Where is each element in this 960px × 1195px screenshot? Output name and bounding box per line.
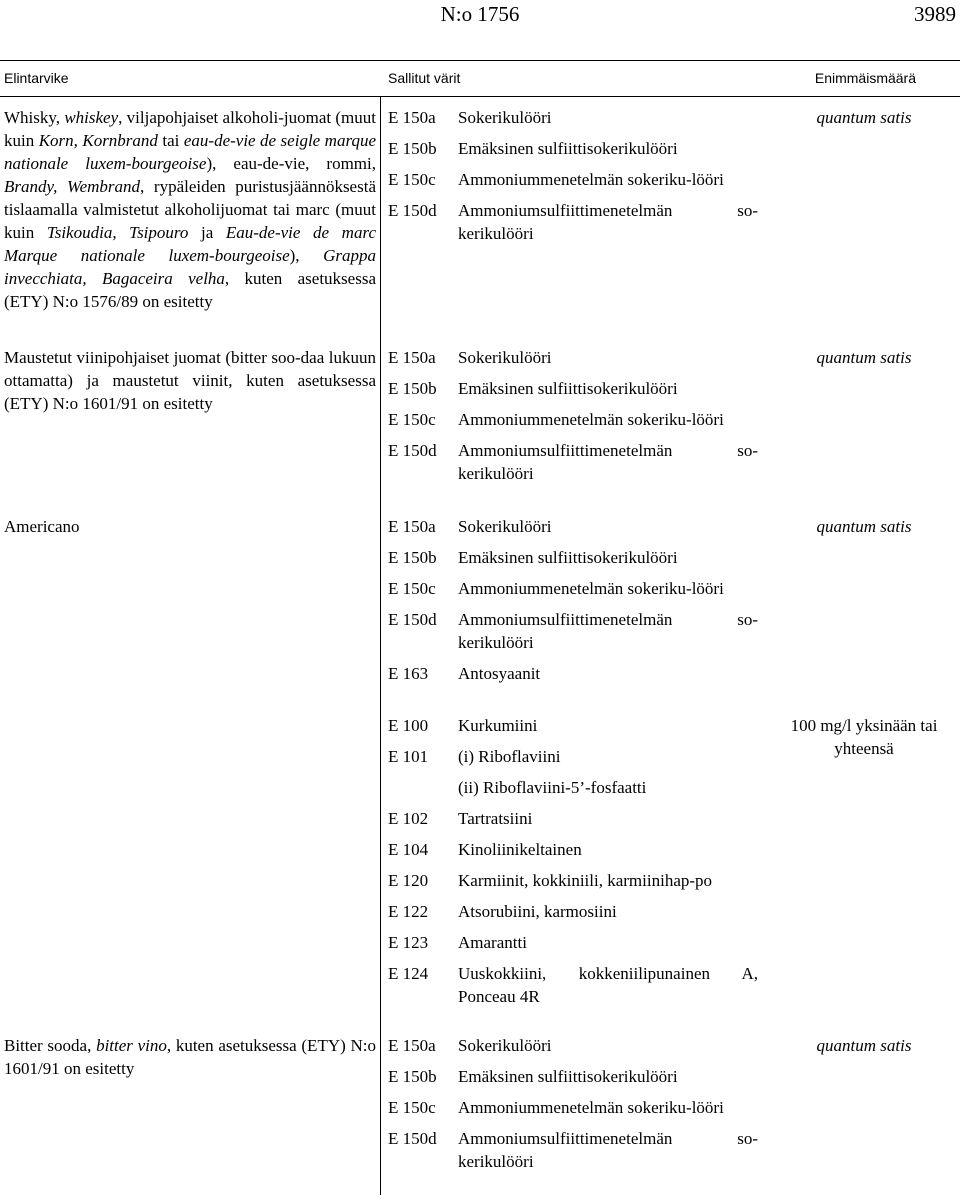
e-number: E 102 bbox=[388, 809, 429, 828]
colour-name: Ammoniumsulfiittimenetelmän so-kerikulööri bbox=[458, 441, 758, 483]
colour-list bbox=[388, 106, 758, 253]
colour-name: Kinoliinikeltainen bbox=[458, 840, 582, 859]
column-header-food: Elintarvike bbox=[4, 70, 69, 86]
colour-name: Sokerikulööri bbox=[458, 1036, 552, 1055]
colour-name: Sokerikulööri bbox=[458, 348, 552, 367]
max-amount: 100 mg/l yksinään tai yhteensä bbox=[790, 716, 938, 758]
food-description: Whisky, whiskey, viljapohjaiset alkoholi-juomat (muut kuin Korn, Kornbrand tai eau-de-vie de seigle marque nationale luxem-bourgeoise), eau-de-vie, rommi, Brandy, Wembrand, rypäleiden puristusjäännöksestä tislaamalla valmistetut alkoholijuomat tai marc (muut kuin Tsikoudia, Tsipouro ja Eau-de-vie de marc Marque nationale luxem-bourgeoise), Grappa invecchiata, Bagaceira velha, kuten asetuksessa (ETY) N:o 1576/89 on esitetty bbox=[4, 108, 376, 311]
colour-item bbox=[388, 439, 758, 485]
food-description: Bitter sooda, bitter vino, kuten asetuksessa (ETY) N:o 1601/91 on esitetty bbox=[4, 1036, 376, 1078]
max-amount: quantum satis bbox=[816, 348, 912, 367]
colour-item bbox=[388, 377, 758, 400]
colour-item bbox=[388, 931, 758, 954]
colour-list bbox=[388, 1034, 758, 1181]
e-number: E 150c bbox=[388, 579, 436, 598]
colour-list bbox=[388, 714, 758, 1016]
colour-list bbox=[388, 346, 758, 493]
colour-item bbox=[388, 1127, 758, 1173]
e-number: E 150a bbox=[388, 517, 436, 536]
colour-name: Ammoniummenetelmän sokeriku-lööri bbox=[458, 410, 724, 429]
colour-item bbox=[388, 900, 758, 923]
colour-name: Emäksinen sulfiittisokerikulööri bbox=[458, 1067, 678, 1086]
food-description: Americano bbox=[4, 517, 80, 536]
max-amount: quantum satis bbox=[816, 1036, 912, 1055]
page-number: 3989 bbox=[914, 2, 956, 26]
colour-item bbox=[388, 608, 758, 654]
colour-name: Atsorubiini, karmosiini bbox=[458, 902, 617, 921]
colour-item bbox=[388, 776, 758, 799]
e-number: E 123 bbox=[388, 933, 429, 952]
e-number: E 150a bbox=[388, 108, 436, 127]
colour-name: Kurkumiini bbox=[458, 716, 538, 735]
colour-item bbox=[388, 199, 758, 245]
e-number: E 100 bbox=[388, 716, 429, 735]
colour-item bbox=[388, 515, 758, 538]
colour-name: Emäksinen sulfiittisokerikulööri bbox=[458, 139, 678, 158]
food-description: Maustetut viinipohjaiset juomat (bitter soo-daa lukuun ottamatta) ja maustetut viinit, kuten asetuksessa (ETY) N:o 1601/91 on esitetty bbox=[4, 348, 376, 413]
e-number: E 150d bbox=[388, 441, 437, 460]
colour-item bbox=[388, 577, 758, 600]
e-number: E 150b bbox=[388, 1067, 437, 1086]
colour-list bbox=[388, 515, 758, 693]
e-number: E 104 bbox=[388, 840, 429, 859]
top-rule bbox=[0, 60, 960, 61]
max-amount: quantum satis bbox=[816, 108, 912, 127]
colour-name: Ammoniummenetelmän sokeriku-lööri bbox=[458, 170, 724, 189]
colour-name: Sokerikulööri bbox=[458, 108, 552, 127]
header-rule bbox=[0, 96, 960, 97]
colour-name: (i) Riboflaviini bbox=[458, 747, 561, 766]
colour-item bbox=[388, 714, 758, 737]
colour-name: Ammoniumsulfiittimenetelmän so-kerikulööri bbox=[458, 610, 758, 652]
colour-name: Ammoniumsulfiittimenetelmän so-kerikulööri bbox=[458, 1129, 758, 1171]
e-number: E 150c bbox=[388, 1098, 436, 1117]
e-number: E 101 bbox=[388, 747, 429, 766]
e-number: E 163 bbox=[388, 664, 429, 683]
colour-item bbox=[388, 1065, 758, 1088]
colour-name: Antosyaanit bbox=[458, 664, 541, 683]
e-number: E 150b bbox=[388, 548, 437, 567]
colour-item bbox=[388, 838, 758, 861]
colour-name: Tartratsiini bbox=[458, 809, 533, 828]
colour-name: Ammoniumsulfiittimenetelmän so-kerikulööri bbox=[458, 201, 758, 243]
colour-name: Sokerikulööri bbox=[458, 517, 552, 536]
colour-item bbox=[388, 869, 758, 892]
max-amount: quantum satis bbox=[816, 517, 912, 536]
colour-name: Uuskokkiini, kokkeniilipunainen A, Ponceau 4R bbox=[458, 964, 758, 1006]
e-number: E 120 bbox=[388, 871, 429, 890]
e-number: E 150d bbox=[388, 1129, 437, 1148]
e-number: E 150b bbox=[388, 139, 437, 158]
colour-item bbox=[388, 346, 758, 369]
colour-item bbox=[388, 745, 758, 768]
e-number: E 150a bbox=[388, 1036, 436, 1055]
column-header-max: Enimmäismäärä bbox=[814, 70, 916, 86]
colour-item bbox=[388, 662, 758, 685]
colour-name: Ammoniummenetelmän sokeriku-lööri bbox=[458, 579, 724, 598]
e-number: E 150d bbox=[388, 610, 437, 629]
colour-name: Emäksinen sulfiittisokerikulööri bbox=[458, 548, 678, 567]
colour-name: Emäksinen sulfiittisokerikulööri bbox=[458, 379, 678, 398]
colour-item bbox=[388, 962, 758, 1008]
colour-item bbox=[388, 546, 758, 569]
colour-name: Karmiinit, kokkiniili, karmiinihap-po bbox=[458, 871, 713, 890]
colour-item bbox=[388, 168, 758, 191]
e-number: E 150d bbox=[388, 201, 437, 220]
column-divider bbox=[380, 97, 381, 1195]
colour-name: (ii) Riboflaviini-5’-fosfaatti bbox=[458, 778, 647, 797]
colour-item bbox=[388, 408, 758, 431]
colour-name: Ammoniummenetelmän sokeriku-lööri bbox=[458, 1098, 724, 1117]
colour-item bbox=[388, 106, 758, 129]
column-header-colours: Sallitut värit bbox=[388, 70, 461, 86]
colour-item bbox=[388, 1096, 758, 1119]
e-number: E 150b bbox=[388, 379, 437, 398]
colour-name: Amarantti bbox=[458, 933, 527, 952]
e-number: E 124 bbox=[388, 964, 429, 983]
e-number: E 150c bbox=[388, 410, 436, 429]
e-number: E 150c bbox=[388, 170, 436, 189]
e-number: E 122 bbox=[388, 902, 429, 921]
e-number: E 150a bbox=[388, 348, 436, 367]
colour-item bbox=[388, 137, 758, 160]
colour-item bbox=[388, 1034, 758, 1057]
colour-item bbox=[388, 807, 758, 830]
document-number: N:o 1756 bbox=[440, 2, 520, 26]
